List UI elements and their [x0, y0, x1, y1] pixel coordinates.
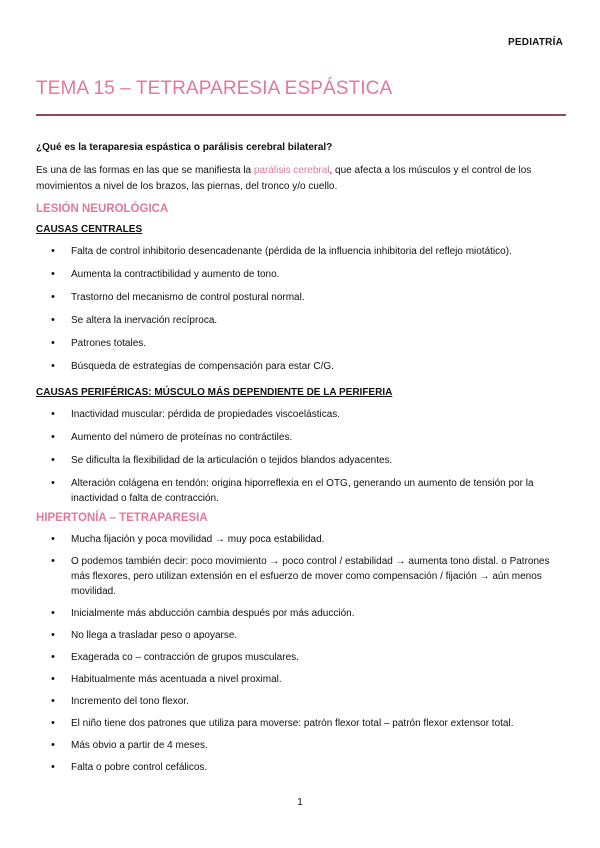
list-item: • No llega a trasladar peso o apoyarse.	[36, 628, 566, 643]
list-item: • Incremento del tono flexor.	[36, 694, 566, 709]
header-subject-label: PEDIATRÍA	[508, 37, 563, 48]
list-item: • Se dificulta la flexibilidad de la articulación o tejidos blandos adyacentes.	[36, 453, 566, 468]
list-item: • El niño tiene dos patrones que utiliza para moverse: patrón flexor total – patrón flexor extensor total.	[36, 716, 566, 731]
intro-text-before: Es una de las formas en las que se manifiesta la	[36, 165, 254, 176]
subheading-causas-perifericas: CAUSAS PERIFÉRICAS: MÚSCULO MÁS DEPENDIENTE DE LA PERIFERIA	[36, 387, 393, 398]
list-causas-centrales	[36, 244, 566, 374]
section-heading-hipertonia: HIPERTONÍA – TETRAPARESIA	[36, 512, 208, 524]
intro-question: ¿Qué es la teraparesia espástica o parálisis cerebral bilateral?	[36, 142, 333, 153]
section-heading-lesion: LESIÓN NEUROLÓGICA	[36, 203, 169, 215]
list-causas-perifericas	[36, 407, 566, 506]
list-item: • Búsqueda de estrategias de compensación para estar C/G.	[36, 359, 566, 374]
list-item: • Patrones totales.	[36, 336, 566, 351]
list-item: • Mucha fijación y poca movilidad → muy poca estabilidad.	[36, 532, 566, 547]
list-item: • Exagerada co – contracción de grupos musculares.	[36, 650, 566, 665]
document-body	[36, 141, 566, 775]
title-divider	[36, 114, 566, 116]
page-title: TEMA 15 – TETRAPARESIA ESPÁSTICA	[36, 78, 393, 99]
list-item: • Aumenta la contractibilidad y aumento de tono.	[36, 267, 566, 282]
subheading-causas-centrales: CAUSAS CENTRALES	[36, 224, 143, 235]
page-number: 1	[297, 797, 303, 808]
list-item: • Habitualmente más acentuada a nivel proximal.	[36, 672, 566, 687]
list-item: • O podemos también decir: poco movimiento → poco control / estabilidad → aumenta tono distal. o Patrones más flexores, pero utilizan extensión en el esfuerzo de mover como compensación / fijación → aún menos movilidad.	[36, 554, 566, 599]
intro-highlight-term: parálisis cerebral	[253, 165, 330, 176]
list-item: • Se altera la inervación recíproca.	[36, 313, 566, 328]
list-item: • Más obvio a partir de 4 meses.	[36, 738, 566, 753]
list-item: • Trastorno del mecanismo de control postural normal.	[36, 290, 566, 305]
list-hipertonia	[36, 532, 566, 775]
list-item: • Falta de control inhibitorio desencadenante (pérdida de la influencia inhibitoria del reflejo miotático).	[36, 244, 566, 259]
list-item: • Inicialmente más abducción cambia después por más aducción.	[36, 606, 566, 621]
intro-text-after: , que afecta a los músculos y el control de los movimientos a nivel de los brazos, las piernas, del tronco y/o cuello.	[36, 165, 532, 192]
intro-paragraph	[36, 163, 566, 195]
list-item: • Inactividad muscular: pérdida de propiedades viscoelásticas.	[36, 407, 566, 422]
list-item: • Alteración colágena en tendón: origina hiporreflexia en el OTG, generando un aumento de tensión por la inactividad o falta de contracción.	[36, 476, 566, 506]
list-item: • Aumento del número de proteínas no contráctiles.	[36, 430, 566, 445]
list-item: • Falta o pobre control cefálicos.	[36, 760, 566, 775]
